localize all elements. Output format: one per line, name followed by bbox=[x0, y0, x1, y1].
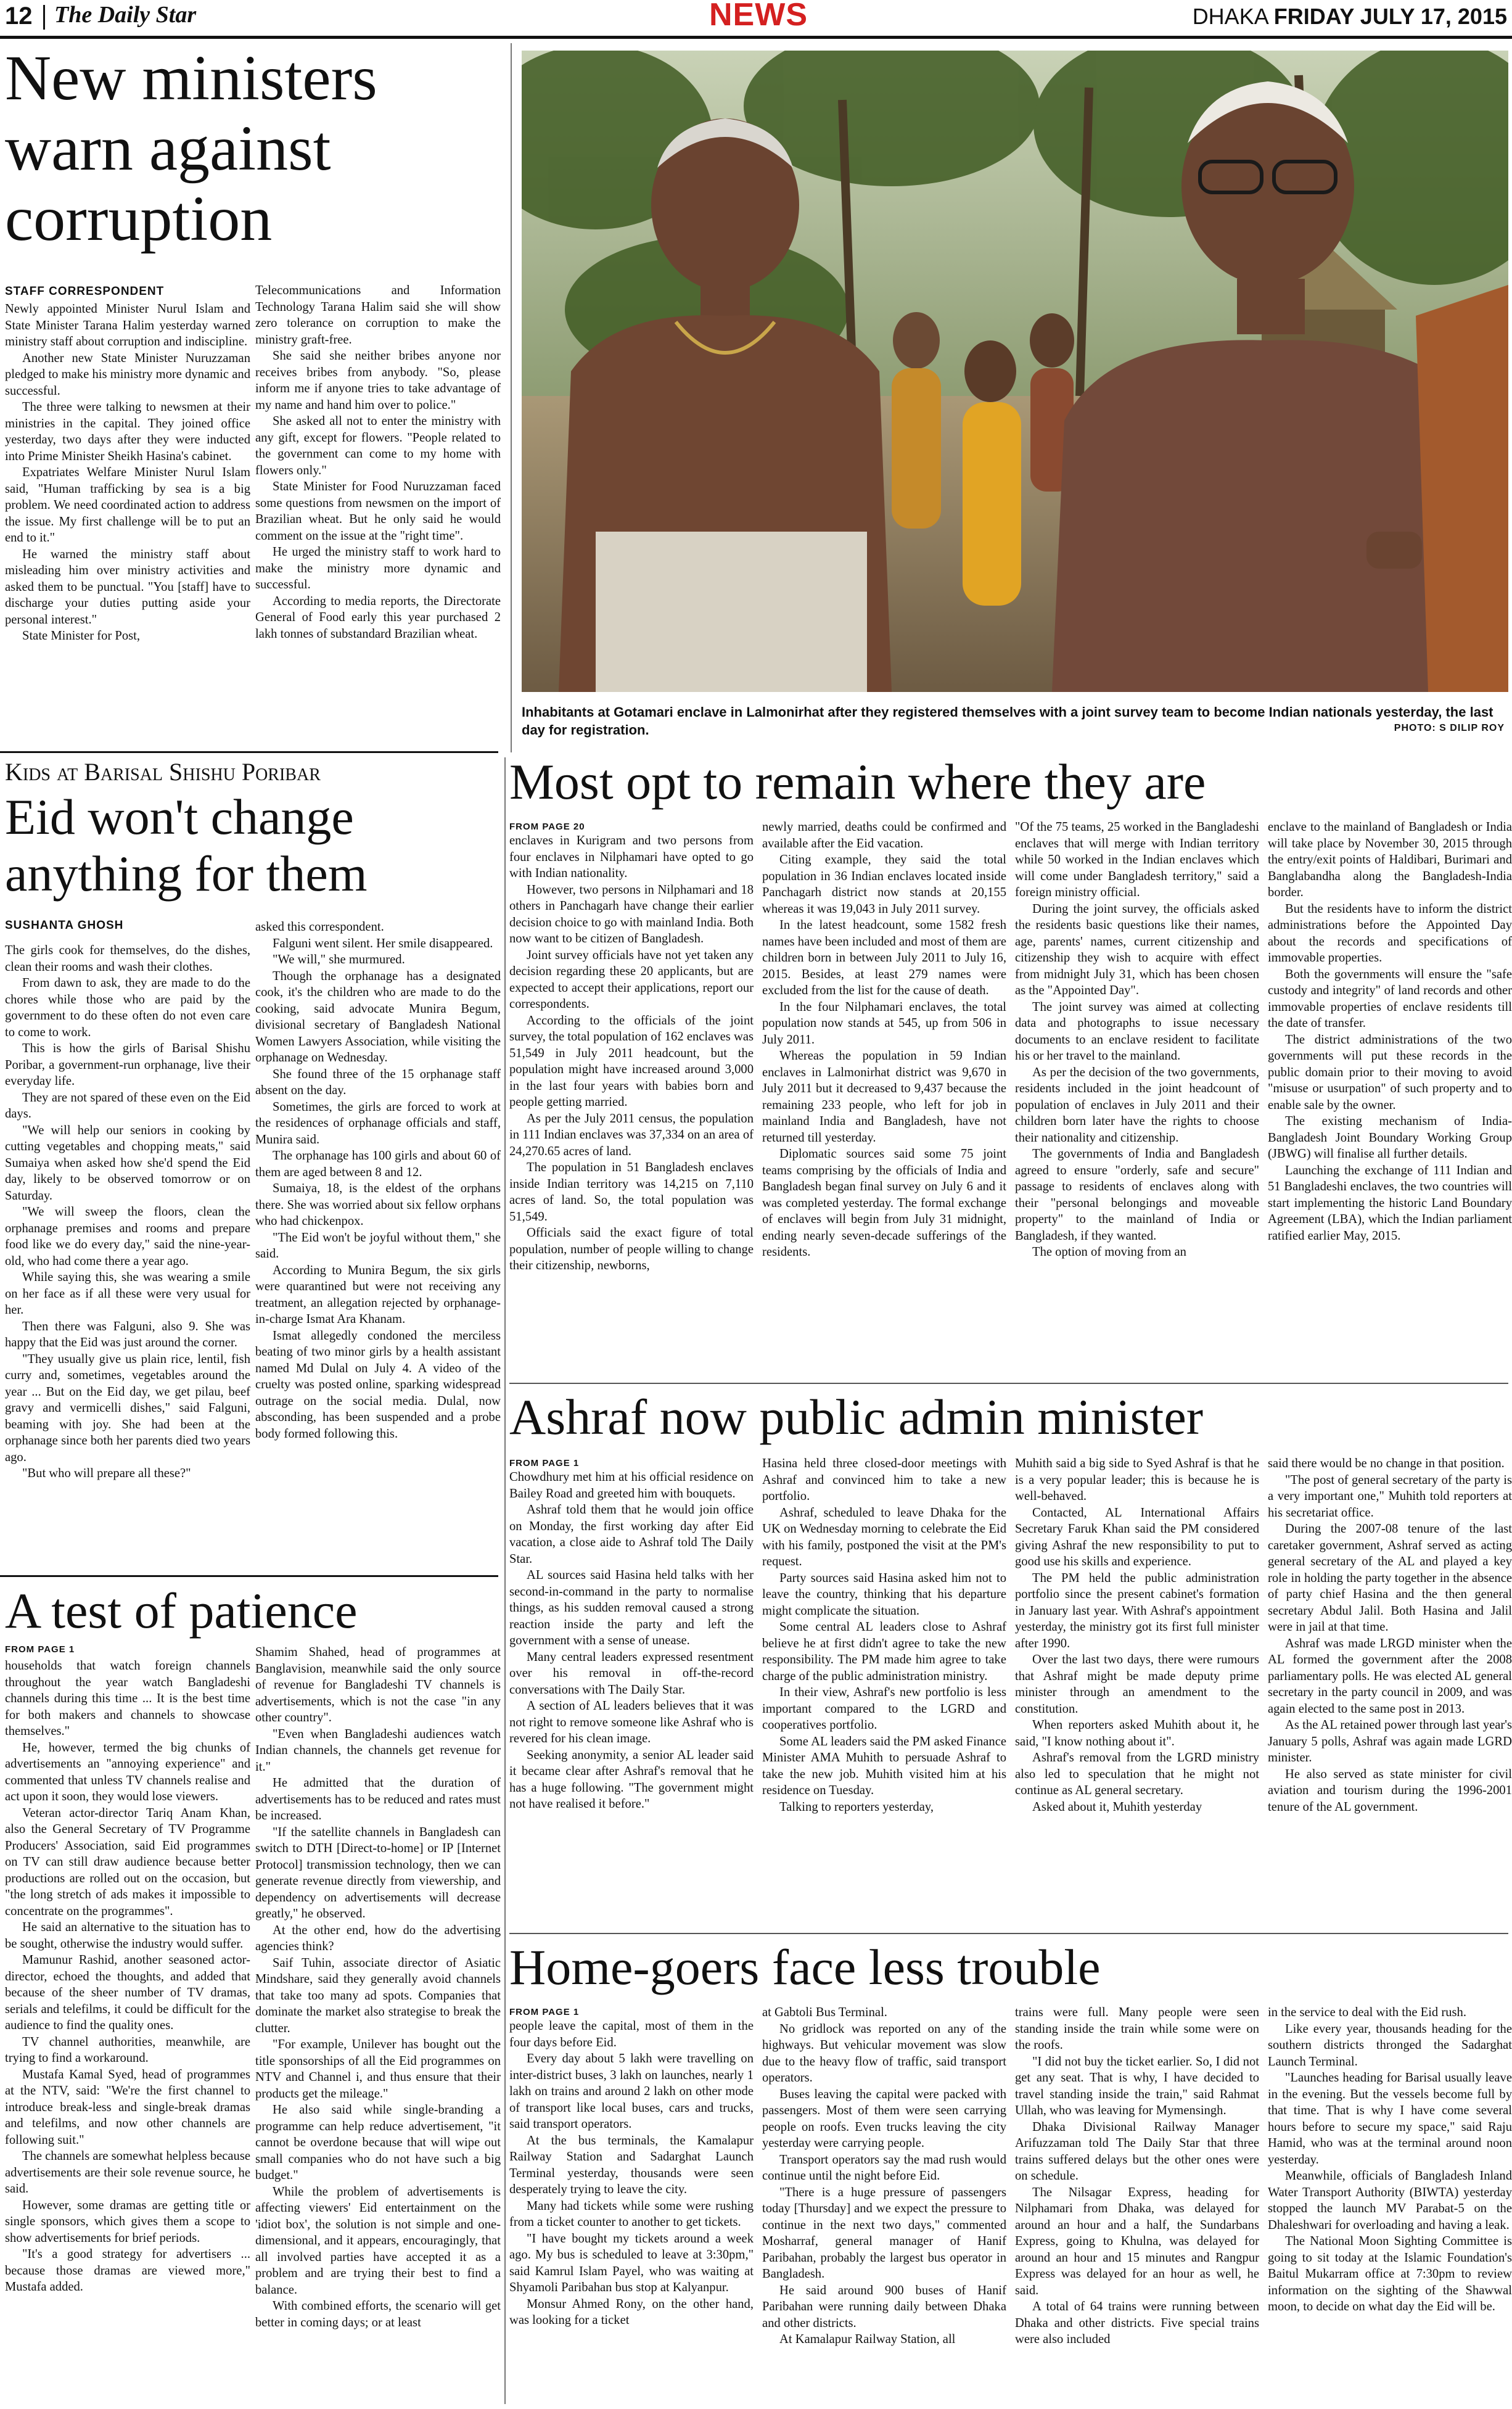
paragraph: Dhaka Divisional Railway Manager Arifuzzaman told The Daily Star that three trains suffered delays but the other ones were on schedule. bbox=[1015, 2120, 1259, 2183]
dateline-city: DHAKA bbox=[1192, 4, 1268, 29]
column-body bbox=[762, 2004, 1006, 2348]
story-enclaves bbox=[509, 754, 1512, 1377]
paragraph: The Nilsagar Express, heading for Nilphamari from Dhaka, was delayed for around an hour and a half, the Sundarbans Express, going to Khulna, was delayed for around an hour and 15 minutes and Rangpur Express was delayed for an hour as well, he said. bbox=[1015, 2185, 1259, 2297]
paragraph: The district administrations of the two governments will put these records in the public domain prior to their moving to avoid "misuse or usurpation" of such property and to enable sale by the owner. bbox=[1268, 1032, 1512, 1112]
story-test-of-patience bbox=[5, 1583, 501, 2403]
paragraph: The existing mechanism of India-Bangladesh Joint Boundary Working Group (JBWG) will finalise all further details. bbox=[1268, 1114, 1512, 1161]
jump-from: FROM PAGE 1 bbox=[5, 1644, 75, 1655]
paragraph: Newly appointed Minister Nurul Islam and State Minister Tarana Halim yesterday warned ministry staff about corruption and indiscipline. bbox=[5, 302, 250, 348]
paragraph: Diplomatic sources said some 75 joint teams comprising by the officials of India and Bangladesh began final survey on July 6 and it was completed yesterday. The formal exchange of enclaves will begin from July 31 midnight, ending nearly seven-decade sufferings of the residents. bbox=[762, 1147, 1006, 1259]
enclave-photo bbox=[522, 51, 1508, 692]
paragraph: Mamunur Rashid, another seasoned actor-director, echoed the thoughts, and added that because of the sheer number of TV dramas, serials and telefilms, it could be difficult for the audience to find the quality ones. bbox=[5, 1953, 250, 2032]
paragraph: Then there was Falguni, also 9. She was happy that the Eid was just around the corner. bbox=[5, 1319, 250, 1349]
paragraph: She asked all not to enter the ministry with any gift, except for flowers. "People related to the government can come to my home with flowers only." bbox=[255, 414, 501, 477]
paragraph: From dawn to ask, they are made to do the chores while those who are paid by the government to do these often do not even care to come to work. bbox=[5, 976, 250, 1039]
paragraph: people leave the capital, most of them in the four days before Eid. bbox=[509, 2019, 754, 2049]
paragraph: Asked about it, Muhith yesterday bbox=[1032, 1800, 1202, 1814]
story-column-1 bbox=[5, 301, 250, 776]
column-body bbox=[1268, 1456, 1512, 1815]
column-body bbox=[1015, 819, 1259, 1261]
paragraph: Joint survey officials have not yet taken any decision regarding these 20 applicants, but are expected to accept their applications, report our correspondents. bbox=[509, 948, 754, 1011]
paragraph: Veteran actor-director Tariq Anam Khan, also the General Secretary of TV Programme Producers' Association, said Eid programmes on TV can still draw audience because better productions are rolled out on the occasion, but "the long stretch of ads makes it impossible to concentrate on the programmes". bbox=[5, 1806, 250, 1918]
paragraph: In their view, Ashraf's new portfolio is less important compared to the LGRD and cooperatives portfolio. bbox=[762, 1686, 1006, 1732]
jump-from: FROM PAGE 1 bbox=[509, 1458, 580, 1468]
paragraph: "If the satellite channels in Bangladesh can switch to DTH [Direct-to-home] or IP [Internet Protocol] transmission technology, then we can generate revenue directly from viewership, and dependency on advertisements will decrease greatly," he observed. bbox=[255, 1825, 501, 1921]
column-body bbox=[5, 1658, 250, 2296]
column-body bbox=[255, 282, 501, 642]
story-column-1 bbox=[509, 833, 754, 1364]
column-body bbox=[509, 1469, 754, 1813]
paragraph: Expatriates Welfare Minister Nurul Islam said, "Human trafficking by sea is a big problem. We need coordinated action to address the issue. My first challenge will be to put an end to it." bbox=[5, 466, 250, 545]
paragraph: Many had tickets while some were rushing from a ticket counter to another to get tickets. bbox=[509, 2199, 754, 2229]
paragraph: "It's a good strategy for advertisers ... because those dramas are viewed more," Mustafa added. bbox=[5, 2247, 250, 2294]
column-body bbox=[509, 833, 754, 1274]
story-column-2 bbox=[255, 282, 501, 776]
paragraph: In the four Nilphamari enclaves, the total population now stands at 545, up from 506 in July 2011. bbox=[762, 1000, 1006, 1047]
paragraph: Saif Tuhin, associate director of Asiatic Mindshare, said they generally avoid channels that take too many ad spots. Companies that dominate the market also strategise to break the clutter. bbox=[255, 1956, 501, 2035]
page-number: 12 bbox=[5, 2, 33, 30]
kicker: Kids at Barisal Shishu Poribar bbox=[5, 758, 321, 786]
paragraph: "We will help our seniors in cooking by cutting vegetables and chopping meats," said Sumaiya when asked how she'd spend the Eid day, likely to be observed tomorrow or on Saturday. bbox=[5, 1123, 250, 1203]
story-column-4 bbox=[1268, 2004, 1512, 2405]
paragraph: Citing example, they said the total population in 36 Indian enclaves located inside Panchagarh district now stands at 20,155 whereas it was 19,043 in July 2011 survey. bbox=[762, 853, 1006, 916]
paragraph: The governments of India and Bangladesh agreed to ensure "orderly, safe and secure" passage to residents of enclaves along with their "personal belongings and moveable property" to the mainland of India or Bangladesh, if they wanted. bbox=[1015, 1147, 1259, 1243]
column-body bbox=[762, 1456, 1006, 1815]
paragraph: She said she neither bribes anyone nor receives bribes from anybody. "So, please inform me if anyone tries to take advantage of my name and hand him over to police." bbox=[255, 349, 501, 412]
masthead-separator bbox=[43, 5, 45, 30]
paragraph: Many central leaders expressed resentment over his removal in off-the-record conversations with The Daily Star. bbox=[509, 1650, 754, 1697]
paragraph: Another new State Minister Nuruzzaman pledged to make his ministry more dynamic and successful. bbox=[5, 351, 250, 398]
paragraph: "But who will prepare all these?" bbox=[22, 1467, 191, 1480]
byline: SUSHANTA GHOSH bbox=[5, 919, 124, 932]
story-column-1 bbox=[509, 2018, 754, 2405]
paragraph: She found three of the 15 orphanage staff absent on the day. bbox=[255, 1067, 501, 1097]
paragraph: Transport operators say the mad rush would continue until the night before Eid. bbox=[762, 2152, 1006, 2183]
paragraph: However, some dramas are getting title or single sponsors, which gives them a scope to show advertisements for brief periods. bbox=[5, 2198, 250, 2245]
paragraph: "The Eid won't be joyful without them," she said. bbox=[255, 1230, 501, 1261]
paragraph: Over the last two days, there were rumours that Ashraf might be made deputy prime minister through an amendment to the constitution. bbox=[1015, 1653, 1259, 1716]
column-body bbox=[1015, 1456, 1259, 1815]
paragraph: When reporters asked Muhith about it, he said, "I know nothing about it". bbox=[1015, 1718, 1259, 1748]
paragraph: As the AL retained power through last year's January 5 polls, Ashraf was again made LGRD minister. bbox=[1268, 1718, 1512, 1765]
paragraph: He admitted that the duration of advertisements has to be reduced and rates must be increased. bbox=[255, 1776, 501, 1822]
paragraph: "I did not buy the ticket earlier. So, I did not get any seat. That is why, I have decided to travel standing inside the train," said Rahmat Ullah, who was leaving for Mymensingh. bbox=[1015, 2054, 1259, 2117]
paragraph: households that watch foreign channels throughout the year watch Bangladeshi channels during this time ... It is the best time for both makers and channels to showcase themselves." bbox=[5, 1659, 250, 1738]
paragraph: A section of AL leaders believes that it was not right to remove someone like Ashraf who is revered for his clean image. bbox=[509, 1699, 754, 1745]
paragraph: "For example, Unilever has bought out the title sponsorships of all the Eid programmes on NTV and Channel i, and thus ensure that their products get the mileage." bbox=[255, 2038, 501, 2101]
column-body bbox=[1015, 2004, 1259, 2348]
paragraph: "Of the 75 teams, 25 worked in the Bangladeshi enclaves that will merge with Indian territory while 50 worked in the Indian enclaves which will come under Bangladesh territory," said a foreign ministry official. bbox=[1015, 820, 1259, 899]
column-rule bbox=[504, 757, 506, 2404]
paragraph: He said an alternative to the situation has to be sought, otherwise the industry would suffer. bbox=[5, 1921, 250, 1951]
column-rule bbox=[511, 43, 512, 752]
paragraph: Ashraf's removal from the LGRD ministry also led to speculation that he might not continue as AL general secretary. bbox=[1015, 1751, 1259, 1797]
story-column-3 bbox=[1015, 2004, 1259, 2405]
newspaper-logo: The Daily Star bbox=[54, 2, 197, 28]
paragraph: Monsur Ahmed Rony, on the other hand, was looking for a ticket bbox=[509, 2297, 754, 2327]
paragraph: "We will sweep the floors, clean the orphanage premises and rooms and prepare food like we do every day," said the nine-year-old, who had come there a year ago. bbox=[5, 1205, 250, 1268]
paragraph: Like every year, thousands heading for the southern districts thronged the Sadarghat Launch Terminal. bbox=[1268, 2022, 1512, 2069]
paragraph: The orphanage has 100 girls and about 60 of them are aged between 8 and 12. bbox=[255, 1149, 501, 1179]
paragraph: Ashraf was made LRGD minister when the AL formed the government after the 2008 parliamentary polls. He was elected AL general secretary in the party council in 2009, and was again elected to the same post in 2013. bbox=[1268, 1636, 1512, 1716]
photo-credit: PHOTO: S DILIP ROY bbox=[1394, 723, 1505, 733]
paragraph: A total of 64 trains were running between Dhaka and other districts. Five special trains were also included bbox=[1015, 2300, 1259, 2346]
column-body bbox=[255, 1644, 501, 2331]
paragraph: State Minister for Food Nuruzzaman faced some questions from newsmen on the import of Brazilian wheat. But he only said he would comment on the issue at the "right time". bbox=[255, 480, 501, 543]
paragraph: Seeking anonymity, a senior AL leader said it became clear after Ashraf's removal that he has a huge following. "The government might not have realised it before." bbox=[509, 1748, 754, 1811]
column-body bbox=[5, 942, 250, 1482]
paragraph: Ashraf told them that he would join office on Monday, the first working day after Eid vacation, a close aide to Ashraf told The Daily Star. bbox=[509, 1503, 754, 1566]
paragraph: The PM held the public administration portfolio since the present cabinet's formation in January last year. With Ashraf's appointment yesterday, the ministry got its first full minister after 1990. bbox=[1015, 1571, 1259, 1650]
paragraph: Some central AL leaders close to Ashraf believe he at first didn't agree to take the new responsibility. The PM made him agree to take charge of the public administration ministry. bbox=[762, 1620, 1006, 1683]
story-column-1 bbox=[5, 1658, 250, 2404]
paragraph: Ismat allegedly condoned the merciless beating of two minor girls by a health assistant named Md Dulal on July 4. A video of the cruelty was posted online, sparking widespread outrage on the social media. Dulal, now absconding, has been suspended and a probe body formed following this. bbox=[255, 1328, 501, 1441]
paragraph: Contacted, AL International Affairs Secretary Faruk Khan said the PM considered giving Ashraf the new responsibility to put to good use his skills and experience. bbox=[1015, 1505, 1259, 1568]
photo-caption: Inhabitants at Gotamari enclave in Lalmonirhat after they registered themselves with a joint survey team to become Indian nationals yesterday, the last day for registration. bbox=[522, 704, 1494, 738]
story-column-3 bbox=[1015, 819, 1259, 1364]
paragraph: said there would be no change in that position. bbox=[1268, 1457, 1505, 1470]
story-column-3 bbox=[1015, 1456, 1259, 1932]
headline: Eid won't change anything for them bbox=[5, 789, 368, 902]
paragraph: Mustafa Kamal Syed, head of programmes at the NTV, said: "We're the first channel to introduce break-less and single-break dramas and telefilms, and now other channels are following suit." bbox=[5, 2067, 250, 2147]
paragraph: The option of moving from an bbox=[1032, 1245, 1186, 1259]
paragraph: "We will," she murmured. bbox=[273, 953, 405, 966]
paragraph: Falguni went silent. Her smile disappeared. bbox=[273, 936, 493, 950]
paragraph: This is how the girls of Barisal Shishu Poribar, a government-run orphanage, live their everyday life. bbox=[5, 1042, 250, 1088]
paragraph: Muhith said a big side to Syed Ashraf is that he is a very popular leader; this is because he is well-behaved. bbox=[1015, 1457, 1259, 1503]
paragraph: "Launches heading for Barisal usually leave in the evening. But the vessels become full by that time. That is why I have come several hours before to secure my space," said Raju Hamid, who was at the terminal around noon yesterday. bbox=[1268, 2071, 1512, 2167]
paragraph: The population in 51 Bangladesh enclaves inside Indian territory was 14,215 on 7,110 acres of land. So, the total population was 51,549. bbox=[509, 1161, 754, 1224]
paragraph: enclave to the mainland of Bangladesh or India will take place by November 30, 2015 through the entry/exit points of Haldibari, Burimari and Banglabandha along the Bangladesh-India border. bbox=[1268, 820, 1512, 899]
headline: A test of patience bbox=[5, 1583, 358, 1639]
paragraph: He urged the ministry staff to work hard to make the ministry more dynamic and successful. bbox=[255, 545, 501, 591]
photo-illustration bbox=[522, 51, 1508, 692]
paragraph: AL sources said Hasina held talks with her second-in-command in the party to normalise things, as his sudden removal caused a strong reaction inside the party and left the government with a sense of unease. bbox=[509, 1568, 754, 1647]
story-column-2 bbox=[762, 819, 1006, 1364]
paragraph: With combined efforts, the scenario will get better in coming days; or at least bbox=[255, 2299, 501, 2329]
paragraph: "They usually give us plain rice, lentil, fish curry and, sometimes, vegetables around the year ... But on the Eid day, we get pilau, beef gravy and vermicelli dishes," said Falguni, beaming with joy. She had been at the orphanage since both her parents died two years ago. bbox=[5, 1352, 250, 1464]
paragraph: But the residents have to inform the district administrations before the Appointed Day about the records and specifications of immovable properties. bbox=[1268, 902, 1512, 965]
paragraph: Though the orphanage has a designated cook, it's the children who are made to do the cooking, said advocate Munira Begum, divisional secretary of Bangladesh National Women Lawyers Association, while visiting the orphanage on Wednesday. bbox=[255, 969, 501, 1064]
paragraph: The National Moon Sighting Committee is going to sit today at the Islamic Foundation's Baitul Mukarram office at 7:30pm to review information on the sighting of the Shawwal moon, to decide on what day the Eid will be. bbox=[1268, 2234, 1512, 2313]
story-column-4 bbox=[1268, 1456, 1512, 1932]
story-column-2 bbox=[762, 1456, 1006, 1932]
story-eid-orphans bbox=[5, 757, 501, 1559]
paragraph: State Minister for Post, bbox=[22, 629, 141, 643]
paragraph: At the other end, how do the advertising agencies think? bbox=[255, 1923, 501, 1953]
byline: STAFF CORRESPONDENT bbox=[5, 285, 165, 298]
column-body bbox=[1268, 819, 1512, 1244]
paragraph: Some AL leaders said the PM asked Finance Minister AMA Muhith to persuade Ashraf to take the new job. Muhith visited him at his residence on Tuesday. bbox=[762, 1734, 1006, 1797]
paragraph: During the joint survey, the officials asked the residents basic questions like their names, age, parents' names, current citizenship and citizenship they wish to acquire with effect from midnight July 31, which has been chosen as the "Appointed Day". bbox=[1015, 902, 1259, 997]
paragraph: Officials said the exact figure of total population, number of people willing to change their citizenship, newborns, bbox=[509, 1226, 754, 1272]
paragraph: Chowdhury met him at his official residence on Bailey Road and greeted him with bouquets. bbox=[509, 1470, 754, 1501]
paragraph: Buses leaving the capital were packed with passengers. Most of them were seen carrying people on roofs. Even trucks leaving the city yesterday were carrying people. bbox=[762, 2087, 1006, 2150]
jump-from: FROM PAGE 20 bbox=[509, 822, 585, 832]
paragraph: Meanwhile, officials of Bangladesh Inland Water Transport Authority (BIWTA) yesterday stopped the launch MV Parabat-5 on the Dhaleshwari for overloading and having a leak. bbox=[1268, 2169, 1512, 2232]
paragraph: "Even when Bangladeshi audiences watch Indian channels, the channels get revenue for it." bbox=[255, 1727, 501, 1774]
section-name: NEWS bbox=[709, 0, 808, 33]
paragraph: "I have bought my tickets around a week ago. My bus is scheduled to leave at 3:30pm," said Kamrul Islam Payel, who was waiting at Shyamoli Paribahan bus stop at Kalyanpur. bbox=[509, 2231, 754, 2294]
paragraph: asked this correspondent. bbox=[255, 920, 384, 934]
headline: Home-goers face less trouble bbox=[509, 1939, 1101, 1995]
paragraph: at Gabtoli Bus Terminal. bbox=[762, 2006, 887, 2019]
paragraph: Party sources said Hasina asked him not to leave the country, thinking that his departure might complicate the situation. bbox=[762, 1571, 1006, 1618]
story-column-2 bbox=[255, 1644, 501, 2404]
paragraph: Hasina held three closed-door meetings with Ashraf and convinced him to take a new portfolio. bbox=[762, 1457, 1006, 1503]
story-column-2 bbox=[255, 919, 501, 1567]
paragraph: Launching the exchange of 111 Indian and 51 Bangladeshi enclaves, the two countries will start implementing the historic Land Boundary Agreement (LBA), which the Indian parliament ratified earlier May, 2015. bbox=[1268, 1163, 1512, 1243]
paragraph: newly married, deaths could be confirmed and available after the Eid vacation. bbox=[762, 820, 1006, 850]
column-body bbox=[1268, 2004, 1512, 2315]
paragraph: Ashraf, scheduled to leave Dhaka for the UK on Wednesday morning to celebrate the Eid with his family, postponed the visit at the PM's request. bbox=[762, 1505, 1006, 1568]
paragraph: While the problem of advertisements is affecting viewers' Eid entertainment on the 'idiot box', the solution is not simple and one-dimensional, and it appears, encouragingly, that all involved parties have accepted it as a problem and are trying their best to find a balance. bbox=[255, 2185, 501, 2297]
paragraph: He said around 900 buses of Hanif Paribahan were running daily between Dhaka and other districts. bbox=[762, 2283, 1006, 2330]
paragraph: However, two persons in Nilphamari and 18 others in Panchagarh have change their earlier decision choice to go with mainland India. Both now want to be citizen of Bangladesh. bbox=[509, 883, 754, 945]
paragraph: "There is a huge pressure of passengers today [Thursday] and we expect the pressure to continue in the next two days," commented Mosharraf, general manager of Hanif Paribahan, probably the largest bus operator in Bangladesh. bbox=[762, 2185, 1006, 2281]
paragraph: Telecommunications and Information Technology Tarana Halim said she will show zero tolerance on corruption to make the ministry graft-free. bbox=[255, 284, 501, 347]
paragraph: in the service to deal with the Eid rush. bbox=[1268, 2006, 1466, 2019]
paragraph: The three were talking to newsmen at their ministries in the capital. They joined office yesterday, two days after they were inducted into Prime Minister Sheikh Hasina's cabinet. bbox=[5, 400, 250, 463]
story-column-4 bbox=[1268, 819, 1512, 1364]
paragraph: At the bus terminals, the Kamalapur Railway Station and Sadarghat Launch Terminal yesterday, thousands were seen desperately trying to leave the city. bbox=[509, 2133, 754, 2196]
paragraph: Talking to reporters yesterday, bbox=[779, 1800, 934, 1814]
paragraph: They are not spared of these even on the Eid days. bbox=[5, 1090, 250, 1121]
story-home-goers bbox=[509, 1939, 1512, 2405]
story-ashraf bbox=[509, 1389, 1512, 1938]
paragraph: As per the July 2011 census, the population in 111 Indian enclaves was 37,334 on an area of 24,270.65 acres of land. bbox=[509, 1111, 754, 1158]
paragraph: No gridlock was reported on any of the highways. But vehicular movement was slow due to the heavy flow of traffic, said transport operators. bbox=[762, 2022, 1006, 2085]
paragraph: While saying this, she was wearing a smile on her face as if all these were very usual for her. bbox=[5, 1270, 250, 1317]
paragraph: At Kamalapur Railway Station, all bbox=[779, 2333, 956, 2346]
headline: Ashraf now public admin minister bbox=[509, 1389, 1204, 1445]
column-body bbox=[509, 2018, 754, 2329]
paragraph: Sumaiya, 18, is the eldest of the orphans there. She was worried about six fellow orphans who had chickenpox. bbox=[255, 1182, 501, 1228]
dateline bbox=[1193, 4, 1507, 30]
dateline-date: FRIDAY JULY 17, 2015 bbox=[1273, 4, 1507, 29]
story-new-ministers bbox=[5, 43, 501, 759]
paragraph: Both the governments will ensure the "safe custody and integrity" of land records and other immovable properties of enclave residents till the date of transfer. bbox=[1268, 967, 1512, 1030]
column-body bbox=[762, 819, 1006, 1261]
paragraph: Whereas the population in 59 Indian enclaves in Lalmonirhat district was 9,670 in July 2011 but it decreased to 9,437 because the remaining 233 people, who left for job in mainland India and Bangladesh, have not returned till yesterday. bbox=[762, 1049, 1006, 1145]
masthead bbox=[0, 0, 1512, 39]
story-column-1 bbox=[5, 942, 250, 1571]
paragraph: trains were full. Many people were seen standing inside the train while some were on the roofs. bbox=[1015, 2006, 1259, 2052]
paragraph: During the 2007-08 tenure of the last caretaker government, Ashraf served as acting general secretary of the AL and played a key role in holding the party together in the absence of party chief Hasina and the then general secretary Abdul Jalil. Both Hasina and Jalil were in jail at that time. bbox=[1268, 1522, 1512, 1634]
headline: Most opt to remain where they are bbox=[509, 754, 1206, 810]
paragraph: Shamim Shahed, head of programmes at Banglavision, meanwhile said the only source of revenue for Bangladeshi TV channels is advertisements, which is not the case "in any other country". bbox=[255, 1645, 501, 1724]
section-rule bbox=[0, 751, 498, 753]
paragraph: The joint survey was aimed at collecting data and photographs to issue necessary documents to an enclave resident to facilitate his or her travel to the mainland. bbox=[1015, 1000, 1259, 1063]
paragraph: enclaves in Kurigram and two persons from four enclaves in Nilphamari have opted to go with Indian nationality. bbox=[509, 834, 754, 880]
paragraph: He also served as state minister for civil aviation and tourism during the 1996-2001 tenure of the AL government. bbox=[1268, 1767, 1512, 1814]
paragraph: He, however, termed the big chunks of advertisements an "annoying experience" and commented that unless TV channels realise and act upon it soon, they would lose viewers. bbox=[5, 1740, 250, 1803]
paragraph: TV channel authorities, meanwhile, are trying to find a workaround. bbox=[5, 2035, 250, 2065]
paragraph: Sometimes, the girls are forced to work at the residences of orphanage officials and staff, Munira said. bbox=[255, 1100, 501, 1147]
paragraph: According to the officials of the joint survey, the total population of 162 enclaves was 51,549 in July 2011 headcount, but the population might have increased around 3,000 in the last four years with babies born and people getting married. bbox=[509, 1013, 754, 1109]
jump-from: FROM PAGE 1 bbox=[509, 2007, 580, 2017]
paragraph: According to media reports, the Directorate General of Food early this year purchased 2 lakh tonnes of substandard Brazilian wheat. bbox=[255, 594, 501, 641]
paragraph: He also said while single-branding a programme can help reduce advertisement, "it cannot be overdone because that will wipe out small companies who do not have such a big budget." bbox=[255, 2103, 501, 2182]
paragraph: The girls cook for themselves, do the dishes, clean their rooms and wash their clothes. bbox=[5, 944, 250, 974]
story-column-1 bbox=[509, 1469, 754, 1932]
paragraph: Every day about 5 lakh were travelling on inter-district buses, 3 lakh on launches, nearly 1 lakh on trains and around 2 lakh on other mode of transport like local buses, cars and trucks, said transport operators. bbox=[509, 2052, 754, 2131]
paragraph: He warned the ministry staff about misleading him over ministry activities and asked them to be punctual. "You [staff] have to discharge your duties putting aside your personal interest." bbox=[5, 547, 250, 627]
section-rule bbox=[0, 1575, 498, 1577]
paragraph: As per the decision of the two governments, residents included in the joint headcount of population of enclaves in July 2011 and their children born later have the rights to choose their nationality and citizenship. bbox=[1015, 1065, 1259, 1145]
headline: New ministers warn against corruption bbox=[5, 43, 377, 254]
column-body bbox=[5, 301, 250, 644]
column-body bbox=[255, 919, 501, 1442]
paragraph: "The post of general secretary of the party is a very important one," Muhith told reporters at his secretariat office. bbox=[1268, 1473, 1512, 1520]
paragraph: The channels are somewhat helpless because advertisements are their sole revenue source, he said. bbox=[5, 2149, 250, 2196]
paragraph: According to Munira Begum, the six girls were quarantined but were not receiving any treatment, an allegation rejected by orphanage-in-charge Ismat Ara Khanam. bbox=[255, 1263, 501, 1326]
section-rule bbox=[509, 1933, 1508, 1934]
section-rule bbox=[509, 1383, 1508, 1384]
story-column-2 bbox=[762, 2004, 1006, 2405]
paragraph: In the latest headcount, some 1582 fresh names have been included and most of them are children born in between July 2011 to July 16, 2015. Besides, at least 279 names were excluded from the list for the cause of death. bbox=[762, 918, 1006, 997]
